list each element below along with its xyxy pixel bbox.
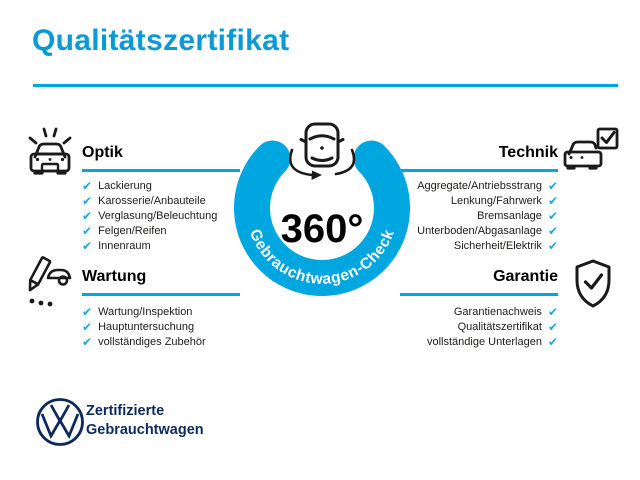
check-icon: ✔	[547, 238, 558, 253]
checklist-item	[388, 334, 558, 349]
check-icon: ✔	[82, 208, 93, 223]
checklist-item	[82, 334, 252, 349]
service-checklist-icon	[24, 256, 74, 310]
checklist-item-label: Sicherheit/Elektrik	[453, 239, 542, 252]
check-icon: ✔	[547, 334, 558, 349]
checklist-item-label: Verglasung/Beleuchtung	[98, 209, 218, 222]
check-icon: ✔	[547, 208, 558, 223]
brand-text	[86, 402, 204, 440]
section-title-optik: Optik	[82, 144, 240, 172]
checklist-item-label: Garantienachweis	[453, 305, 542, 318]
checklist-item-label: Karosserie/Anbauteile	[98, 194, 206, 207]
check-icon: ✔	[547, 193, 558, 208]
section-title-garantie: Garantie	[400, 268, 558, 296]
check-icon: ✔	[547, 304, 558, 319]
checklist-item	[388, 319, 558, 334]
checklist-item-label: Hauptuntersuchung	[98, 320, 195, 333]
checklist-item-label: Felgen/Reifen	[98, 224, 167, 237]
check-icon: ✔	[82, 304, 93, 319]
check-icon: ✔	[547, 319, 558, 334]
checklist-item-label: Innenraum	[98, 239, 151, 252]
checklist-item	[82, 319, 252, 334]
section-title-technik: Technik	[400, 144, 558, 172]
shield-check-icon	[573, 258, 613, 310]
checklist-item-label: Lackierung	[98, 179, 152, 192]
wartung-checklist	[82, 304, 252, 349]
checklist-item-label: Bremsanlage	[477, 209, 542, 222]
checklist-item-label: Wartung/Inspektion	[98, 305, 193, 318]
page-title: Qualitätszertifikat	[32, 24, 290, 57]
checklist-item-label: Aggregate/Antriebsstrang	[417, 179, 542, 192]
checklist-item-label: Qualitätszertifikat	[457, 320, 542, 333]
check-icon: ✔	[547, 223, 558, 238]
car-rotate-icon	[290, 124, 354, 180]
brand-line1: Zertifizierte	[86, 403, 165, 419]
check-icon: ✔	[82, 238, 93, 253]
car-checkbox-icon	[562, 126, 620, 174]
garantie-checklist	[388, 304, 558, 349]
360-check-badge	[222, 108, 422, 308]
check-icon: ✔	[82, 334, 93, 349]
section-title-wartung: Wartung	[82, 268, 240, 296]
check-icon: ✔	[547, 178, 558, 193]
vw-logo	[34, 396, 86, 453]
check-icon: ✔	[82, 178, 93, 193]
checklist-item-label: Unterboden/Abgasanlage	[417, 224, 542, 237]
car-shine-icon	[22, 122, 78, 180]
degree-value: 360°	[280, 207, 364, 251]
ring-label: Gebrauchtwagen-Check	[245, 226, 398, 288]
check-icon: ✔	[82, 193, 93, 208]
brand-line2: Gebrauchtwagen	[86, 422, 204, 438]
check-icon: ✔	[82, 223, 93, 238]
checklist-item-label: vollständige Unterlagen	[426, 335, 542, 348]
title-underline	[33, 84, 618, 87]
check-icon: ✔	[82, 319, 93, 334]
checklist-item-label: Lenkung/Fahrwerk	[450, 194, 542, 207]
checklist-item-label: vollständiges Zubehör	[98, 335, 206, 348]
